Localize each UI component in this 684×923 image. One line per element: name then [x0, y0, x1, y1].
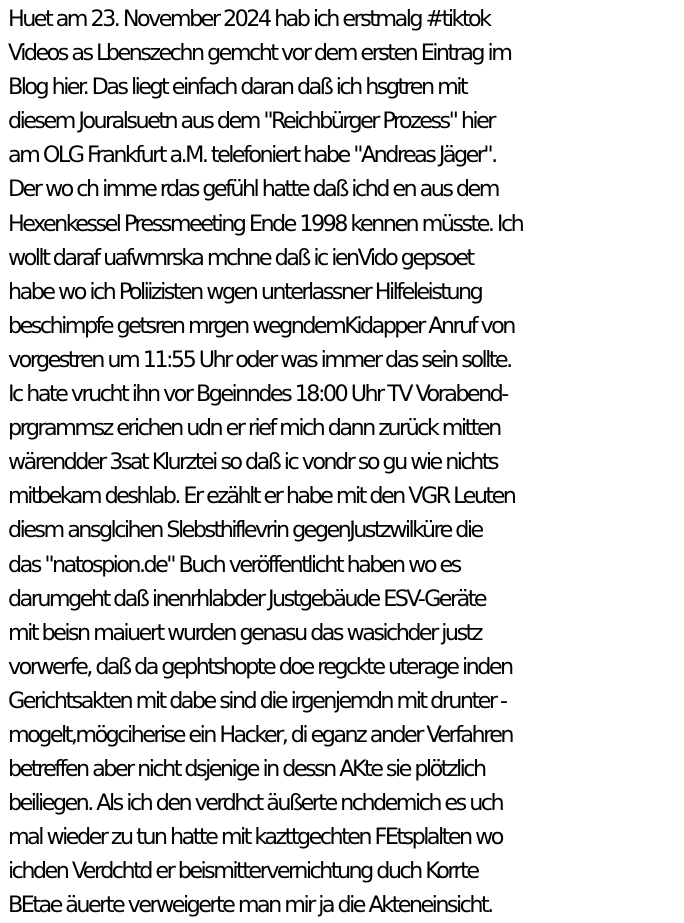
- text-line: am OLG Frankfurt a.M. telefoniert habe "Andreas Jäger".: [8, 142, 496, 169]
- text-line: das "natospion.de" Buch veröffentlicht haben wo es: [8, 551, 460, 578]
- text-line: Der wo ch imme rdas gefühl hatte daß ichd en aus dem: [8, 176, 498, 203]
- text-line: wollt daraf uafwmrska mchne daß ic ienVido gepsoet: [8, 244, 473, 271]
- text-line: beschimpfe getsren mrgen wegndemKidapper Anruf von: [8, 312, 514, 339]
- text-line: betreffen aber nicht dsjenige in dessn AKte sie plötzlich: [8, 756, 485, 783]
- text-line: beiliegen. Als ich den verdhct äußerte nchdemich es uch: [8, 790, 503, 817]
- text-line: Ic hate vrucht ihn vor Bgeinndes 18:00 Uhr TV Vorabend-: [8, 381, 507, 408]
- text-line: diesm ansglcihen Slebsthiflevrin gegenJustzwilküre die: [8, 517, 482, 544]
- text-line: habe wo ich Poliizisten wgen unterlassner Hilfeleistung: [8, 278, 482, 305]
- text-line: vorgestren um 11:55 Uhr oder was immer das sein sollte.: [8, 346, 511, 373]
- text-line: BEtae äuerte verweigerte man mir ja die Akteneinsicht.: [8, 892, 492, 919]
- text-line: darumgeht daß inenrhlabder Justgebäude ESV-Geräte: [8, 585, 486, 612]
- text-line: Blog hier. Das liegt einfach daran daß ich hsgtren mit: [8, 74, 467, 101]
- text-line: prgrammsz erichen udn er rief mich dann zurück mitten: [8, 415, 500, 442]
- text-line: wärendder 3sat Klurztei so daß ic vondr so gu wie nichts: [8, 449, 498, 476]
- text-line: mal wieder zu tun hatte mit kazttgechten FEtsplalten wo: [8, 824, 502, 851]
- text-line: mitbekam deshlab. Er ezählt er habe mit den VGR Leuten: [8, 483, 515, 510]
- text-line: vorwerfe, daß da gephtshopte doe regckte uterage inden: [8, 653, 512, 680]
- body-text: [8, 2, 684, 923]
- text-line: ichden Verdchtd er beismittervernichtung duch Korrte: [8, 858, 478, 885]
- text-line: Hexenkessel Pressmeeting Ende 1998 kennen müsste. Ich: [8, 210, 523, 237]
- text-line: diesem Jouralsuetn aus dem "Reichbürger Prozess" hier: [8, 108, 494, 135]
- text-line: mit beisn maiuert wurden genasu das wasichder justz: [8, 619, 481, 646]
- text-line: Gerichtsakten mit dabe sind die irgenjemdn mit drunter -: [8, 687, 506, 714]
- text-line: mogelt,mögciherise ein Hacker, di eganz ander Verfahren: [8, 721, 512, 748]
- text-line: Huet am 23. November 2024 hab ich erstmalg #tiktok: [8, 6, 490, 32]
- text-line: Videos as Lbenszechn gemcht vor dem ersten Eintrag im: [8, 40, 511, 67]
